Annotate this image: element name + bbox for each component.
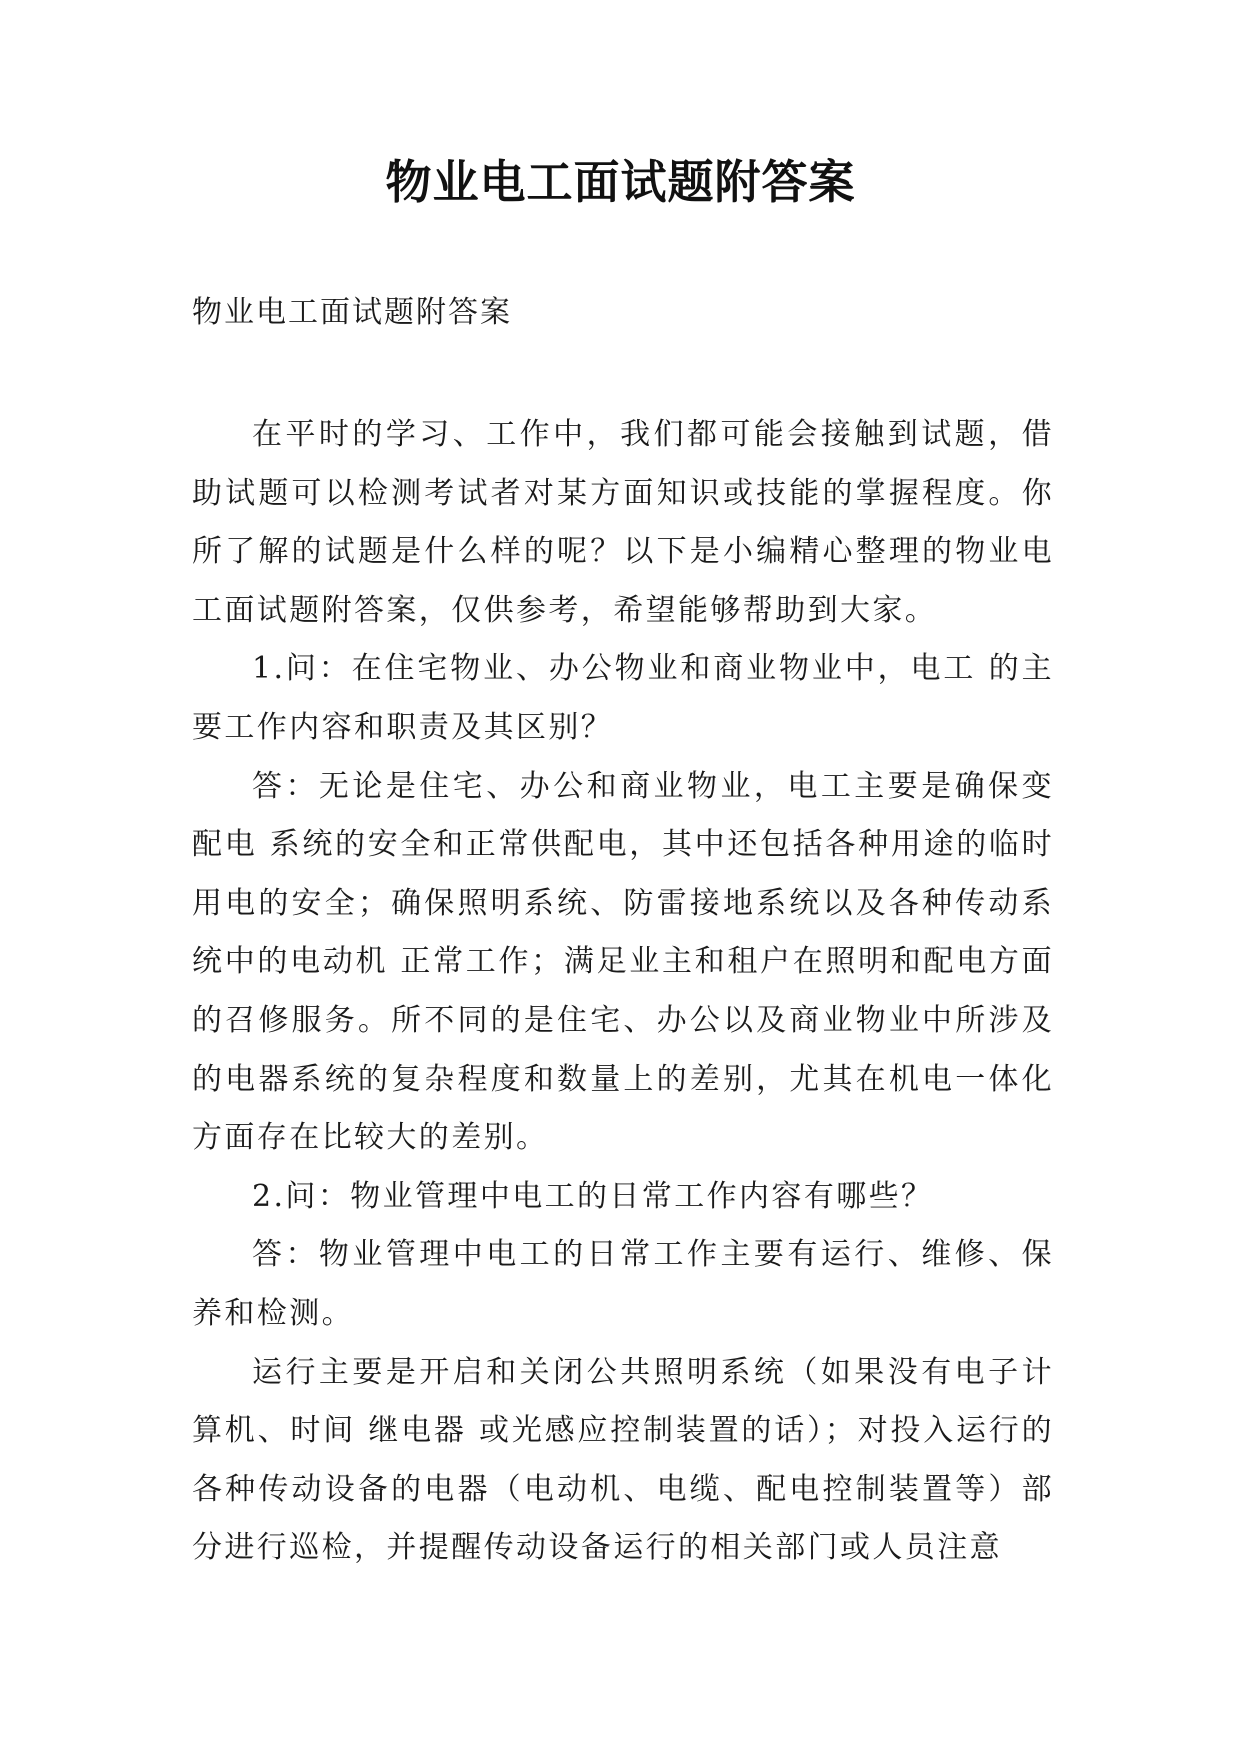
paragraph-operation: 运行主要是开启和关闭公共照明系统（如果没有电子计算机、时间 继电器 或光感应控制装置的话）；对投入运行的各种传动设备的电器（电动机、电缆、配电控制装置等）部分进行巡检，并提醒传动设备运行的相关部门或人员注意 xyxy=(192,1354,1054,1566)
document-subtitle: 物业电工面试题附答案 xyxy=(192,295,512,330)
paragraph-question-1: 1.问：在住宅物业、办公物业和商业物业中，电工 的主要工作内容和职责及其区别？ xyxy=(192,651,1054,745)
paragraph-answer-1: 答：无论是住宅、办公和商业物业，电工主要是确保变配电 系统的安全和正常供配电，其中还包括各种用途的临时用电的安全；确保照明系统、防雷接地系统以及各种传动系统中的电动机 正常工作；满足业主和租户在照明和配电方面的召修服务。所不同的是住宅、办公以及商业物业中所涉及的电器系统的复杂程度和数量上的差别，尤其在机电一体化 方面存在比较大的差别。 xyxy=(192,768,1054,1156)
paragraph-intro: 在平时的学习、工作中，我们都可能会接触到试题，借助试题可以检测考试者对某方面知识或技能的掌握程度。你所了解的试题是什么样的呢？以下是小编精心整理的物业电工面试题附答案，仅供参考，希望能够帮助到大家。 xyxy=(192,417,1054,628)
paragraph-answer-2: 答：物业管理中电工的日常工作主要有运行、维修、保养和检测。 xyxy=(192,1237,1054,1331)
paragraph-question-2: 2.问：物业管理中电工的日常工作内容有哪些？ xyxy=(252,1178,934,1214)
document-body xyxy=(192,406,1054,1578)
document-title: 物业电工面试题附答案 xyxy=(385,155,856,209)
